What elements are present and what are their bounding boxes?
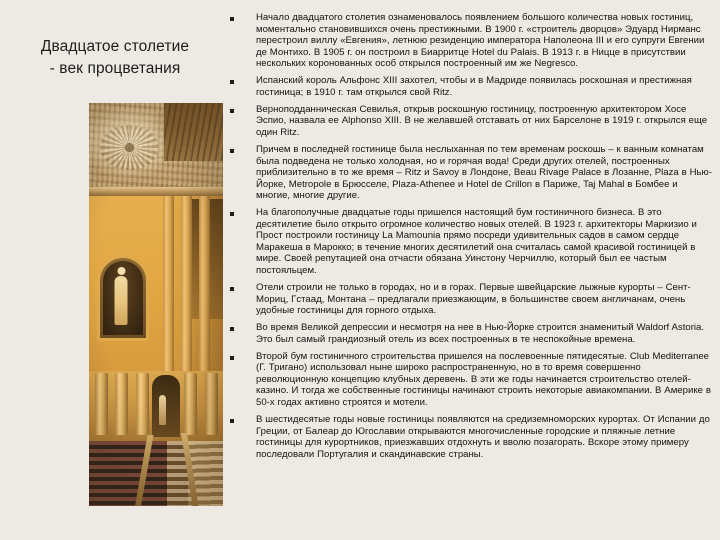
grand-staircase-opera-interior-image xyxy=(89,103,223,506)
square-bullet-icon xyxy=(230,75,256,84)
list-item-text: Причем в последней гостинице была неслыханная по тем временам роскошь – к ванным комнатам была подведена не только холодная, но и горячая вода! Среди других отелей, построенных приблизительно в то же время – Ritz и Savoy в Лондоне, Beau Rivage Palace в Лозанне, Plaza в Нью-Йорке, Metropole в Брюсселе, Plaza-Athenee и Hotel de Crillon в Париже, Taj Mahal в Бомбее и многие, многие другие. xyxy=(256,143,712,202)
list-item xyxy=(230,104,712,139)
human-figure xyxy=(159,395,166,425)
list-item-text: На благополучные двадцатые годы пришелся настоящий бум гостиничного бизнеса. В это десятилетие было открыто огромное количество новых отелей. В 1923 г. архитекторы Маркизио и Прост построили гостиницу La Mamounia прямо посреди удивительных садов в самом сердце Маракеша в Марокко; в течение многих десятилетий она считалась самой красивой гостиницей в мире. Своей репутацией она отчасти обязана Уинстону Черчиллю, который был ее частым постояльцем. xyxy=(256,207,697,276)
list-item-text: Начало двадцатого столетия ознаменовалось появлением большого количества новых гостиниц, моментально становившихся очень престижными. В 1900 г. «строитель дворцов» Эдуард Нирманс перестроил виллу «Евгения», летнюю резиденцию императора Наполеона III и его супруги Евгении де Монтихо. В 1905 г. он построил в Биарритце Hotel du Palais. В 1913 г. в Ницце в присутствии нескольких коронованных особ открылся построенный им же Negresco. xyxy=(256,12,705,70)
doorway xyxy=(152,375,180,437)
image-content xyxy=(89,103,223,506)
column xyxy=(205,373,218,435)
list-item-text: Отели строили не только в городах, но и в горах. Первые швейцарские лыжные курорты – Сент-Мориц, Гстаад, Монтана – предлагали приезжающим, в большинстве своем англичанам, очень удобные гостиницы для горного отдыха. xyxy=(256,281,691,317)
page-title-line-2: - век процветания xyxy=(49,60,181,77)
column xyxy=(184,373,197,435)
pilaster xyxy=(199,196,210,376)
list-item xyxy=(230,75,712,98)
list-item-text: Второй бум гостиничного строительства пришелся на послевоенные пятидесятые. Club Mediterranee (Г. Тригано) использовал ныне широко распространенную, но в то время совершенно революционную концепцию клубных деревень. В эти же годы начинается строительство отелей-казино. И тогда же собственные гостиницы начинают строить некоторые авиакомпании. В Америке в 50-х годах активно строятся и мотели. xyxy=(256,350,711,408)
list-item xyxy=(230,207,712,276)
page-title xyxy=(8,36,222,80)
square-bullet-icon xyxy=(230,282,256,291)
column xyxy=(115,373,128,435)
list-item-text: Во время Великой депрессии и несмотря на нее в Нью-Йорке строится знаменитый Waldorf Astoria. Это был самый грандиозный отель из всех построенных в те неспокойные времена. xyxy=(256,322,705,345)
statue-figure xyxy=(115,276,128,326)
cornice-molding xyxy=(89,187,223,196)
square-bullet-icon xyxy=(230,322,256,331)
list-item xyxy=(230,144,712,202)
column xyxy=(136,373,149,435)
square-bullet-icon xyxy=(230,207,256,216)
square-bullet-icon xyxy=(230,351,256,360)
square-bullet-icon xyxy=(230,12,256,21)
square-bullet-icon xyxy=(230,414,256,423)
list-item-text: Испанский король Альфонс XIII захотел, чтобы и в Мадриде появилась роскошная и престижная гостиница; в 1910 г. там открылся свой Ritz. xyxy=(256,75,692,98)
list-item xyxy=(230,322,712,345)
bullet-list xyxy=(230,12,712,466)
ceiling-medallion xyxy=(100,125,159,170)
statue-niche xyxy=(97,255,149,341)
pilaster xyxy=(163,196,174,376)
list-item xyxy=(230,351,712,409)
column xyxy=(95,373,108,435)
square-bullet-icon xyxy=(230,104,256,113)
list-item-text: Верноподданническая Севилья, открыв роскошную гостиницу, построенную архитектором Хосе Эспио, назвала ее Alphonso XIII. В не желавшей отставать от них Барселоне в 1919 г. открылся еще один Ritz. xyxy=(256,103,708,138)
page-title-line-1: Двадцатое столетие xyxy=(40,38,190,55)
square-bullet-icon xyxy=(230,144,256,153)
pilaster xyxy=(181,196,192,376)
ornate-ceiling xyxy=(89,103,223,189)
list-item xyxy=(230,12,712,70)
grand-staircase-steps xyxy=(89,441,223,506)
list-item xyxy=(230,414,712,460)
list-item xyxy=(230,282,712,317)
list-item-text: В шестидесятые годы новые гостиницы появляются на средиземноморских курортах. От Испании до Греции, от Балеар до Югославии открываются многочисленные городские и пляжные летние гостиницы для курортников, приезжавших отдохнуть и вволю позагорать. Вскоре этому примеру последовали Португалия и скандинавские страны. xyxy=(256,413,710,460)
left-column xyxy=(0,0,230,540)
